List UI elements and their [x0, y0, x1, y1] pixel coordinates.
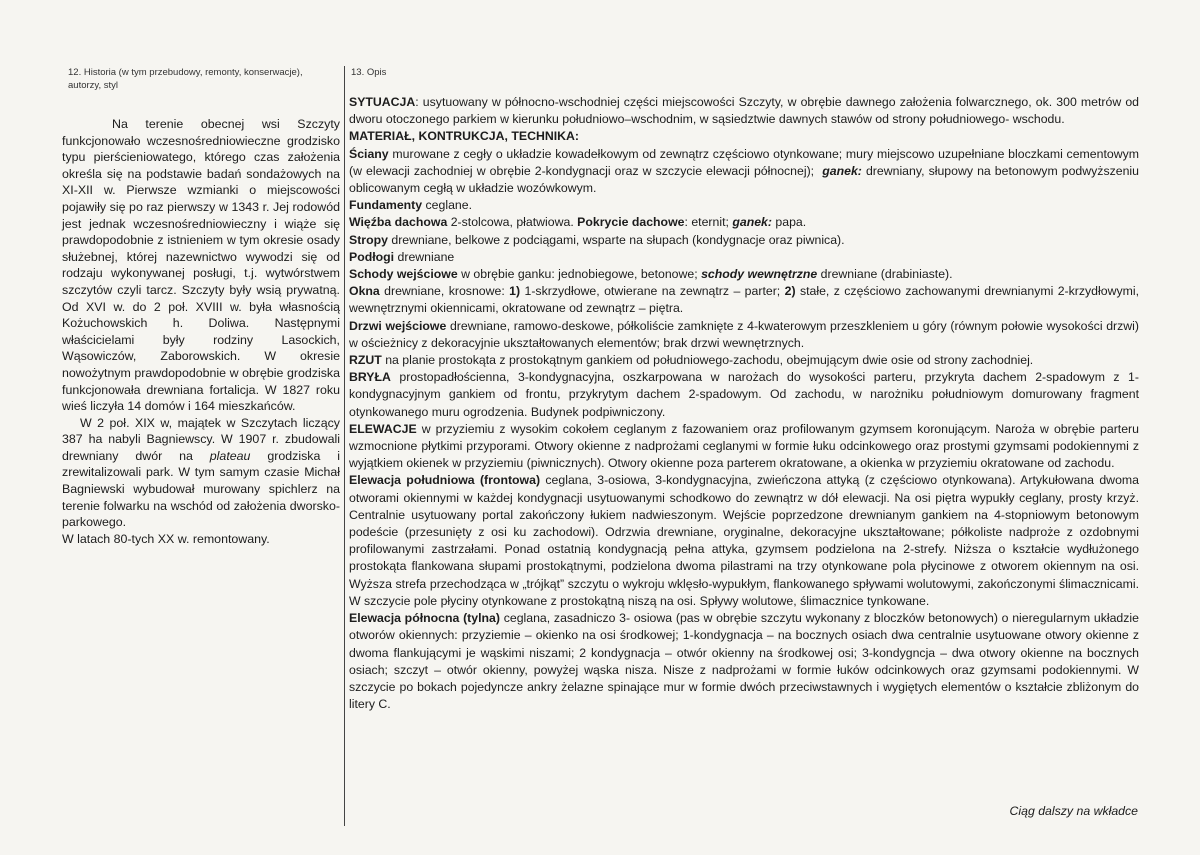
- polnocna-paragraph: [349, 610, 1139, 713]
- sciany-label: Ściany: [349, 146, 389, 161]
- schody-paragraph: [349, 266, 1139, 283]
- okna-number-2: 2): [784, 284, 796, 299]
- sytuacja-paragraph: [349, 94, 1139, 128]
- wiezba-text: 2-stolcowa, płatwiowa.: [447, 215, 574, 230]
- history-p2-italic: plateau: [209, 448, 251, 463]
- pokrycie-label: Pokrycie dachowe: [577, 215, 685, 230]
- sciany-text: murowane z cegły o układzie kowadełkowym od zewnątrz częściowo otynkowane; mury miejscowo uzupełniane bloczkami cementowym (w elewacji zachodniej w obrębie 2-kondygnacji oraz w szczycie elewacji północnej);: [349, 146, 1139, 178]
- schody-wewn-text: drewniane (drabiniaste).: [817, 267, 953, 282]
- bryla-paragraph: [349, 369, 1139, 421]
- elewacje-label: ELEWACJE: [349, 421, 417, 436]
- history-header: 12. Historia (w tym przebudowy, remonty, konserwacje), autorzy, styl: [68, 67, 303, 91]
- rzut-label: RZUT: [349, 353, 382, 368]
- bryla-label: BRYŁA: [349, 370, 391, 385]
- drzwi-text: drewniane, ramowo-deskowe, półkoliście zamknięte z 4-kwaterowym przeszkleniem u góry (równym połowie wysokości drzwi) w ościeżnicy z dekoracyjnie ukształtowanych elementów; brak drzwi wewnętrznych.: [349, 318, 1139, 350]
- okna-text-2: 1-skrzydłowe, otwierane na zewnątrz – parter;: [520, 284, 781, 299]
- history-p2-start: W 2 poł. XIX w, majątek w Szczytach liczący 387 ha nabyli Bagniewscy. W 1907 r. zbudowali drewniany dwór na: [62, 415, 340, 463]
- fundamenty-paragraph: [349, 197, 1139, 214]
- polnocna-text: ceglana, zasadniczo 3- osiowa (pas w obrębie szczytu wykonany z bloczków betonowych) o nieregularnym układzie otworów okiennych: przyziemie – okienko na osi środkowej; 1-kondygnacja – na bocznych osiach dwa centralnie usytuowane otwory okienne z dwoma flankującymi je wąskimi niszami; 2 kondygnacja – otwór okienny na środkowej osi; 3-kondygncja – dwa otwory okienne na bocznych osiach; szczyt – otwór okienny, powyżej wąska nisza. Nisze z nadprożami w formie łuków odcinkowych oraz gzymsami podokiennymi. W szczycie po bokach pojedyncze ankry żelazne spinające mur w formie dwóch przeciwstawnych i wygiętych elementów o kształcie zbliżonym do litery C.: [349, 611, 1139, 712]
- schody-label: Schody wejściowe: [349, 267, 458, 282]
- fundamenty-label: Fundamenty: [349, 198, 423, 213]
- continuation-note: Ciąg dalszy na wkładce: [1009, 804, 1138, 818]
- history-text: [62, 116, 340, 547]
- elewacje-paragraph: [349, 421, 1139, 473]
- sciany-ganek-label: ganek:: [822, 163, 862, 178]
- history-p2-end: grodziska i zrewitalizowali park. W tym samym czasie Michał Bagniewski wybudował murowany spichlerz na terenie folwarku na wschód od założenia dworsko- parkowego.: [62, 448, 340, 530]
- okna-label: Okna: [349, 284, 380, 299]
- podlogi-text: drewniane: [394, 249, 455, 264]
- rzut-paragraph: [349, 352, 1139, 369]
- rzut-text: na planie prostokąta z prostokątnym gankiem od południowego-zachodu, obejmującym dwie osie od strony zachodniej.: [381, 353, 1034, 368]
- description-column: [345, 66, 1145, 826]
- polnocna-label: Elewacja północna (tylna): [349, 611, 500, 626]
- poludniowa-text: ceglana, 3-osiowa, 3-kondygnacyjna, zwieńczona attyką (z częściowo otynkowana). Artykułowana dwoma otworami okiennymi w każdej kondygnacji usytuowanymi schodkowo do zewnątrz w dół elewacji. Na osi piętra wypukły ceglany, prosty krzyż. Centralnie usytuowany portal zakończony łukiem nadwieszonym. Wejście poprzedzone drewnianym gankiem na 4-stopniowym betonowym podeście (przesunięty z osi ku zachodowi). Odrzwia drewniane, oryginalne, dekoracyjne ukształtowane; półkoliste nadproże z ozdobnymi profilowanymi zastrzałami. Ponad ostatnią kondygnacją pełna attyka, gzymsem podzielona na 2-strefy. Niższa o kształcie wydłużonego prostokąta flankowana słupami prostokątnymi, podzielona dwoma pilastrami na trzy otynkowane pola płycinowe z otworem okiennym na osi. Wyższa strefa przechodząca w „trójkąt” szczytu o wykroju wklęsło-wypukłym, flankowanego spływami wolutowymi, zakończonymi ślimacznicami. W szczycie pole płyciny otynkowane z prostokątną niszą na osi. Spływy wolutowe, ślimacznice tynkowane.: [349, 473, 1139, 608]
- podlogi-paragraph: [349, 249, 1139, 266]
- sciany-paragraph: [349, 146, 1139, 198]
- podlogi-label: Podłogi: [349, 249, 395, 264]
- fundamenty-text: ceglane.: [422, 198, 473, 213]
- stropy-text: drewniane, belkowe z podciągami, wsparte na słupach (kondygnacje oraz piwnica).: [387, 232, 845, 247]
- sytuacja-text: : usytuowany w północno-wschodniej części miejscowości Szczyty, w obrębie dawnego założenia folwarcznego, ok. 300 metrów od dworu otoczonego parkiem w kierunku południowo–wschodnim, w sąsiedztwie dawnych stawów od strony południowego- wschodu.: [349, 95, 1139, 127]
- okna-text-3: stałe, z częściowo zachowanymi drewnianymi 2-krzydłowymi, wewnętrznymi okiennicami, okratowane od zewnątrz – piętra.: [349, 284, 1140, 316]
- elewacje-text: w przyziemiu z wysokim cokołem ceglanym z fazowaniem oraz profilowanym gzymsem koronującym. Naroża w obrębie parteru wzmocnione płytkimi przyporami. Otwory okienne z nadprożami ceglanymi w formie łuku odcinkowego oraz prostymi gzymsami podokiennymi z wyjątkiem okienek w przyziemiu (piwnicznych). Otwory okienne poza parterem okratowane, a okienka w przyziemiu okratowane od zachodu.: [349, 421, 1139, 471]
- schody-wewn-label: schody wewnętrzne: [701, 267, 818, 282]
- pokrycie-ganek-label: ganek:: [732, 215, 772, 230]
- history-paragraph-1: Na terenie obecnej wsi Szczyty funkcjonowało wczesnośredniowieczne grodzisko typu pierścieniowatego, którego czas założenia określa się na podstawie badań sondażowych na XI-XII w. Pierwsze wzmianki o miejscowości pojawiły się po raz pierwszy w 1343 r. Jej rodowód jest jednak wczesnośredniowieczny i wiąże się prawdopodobnie z istnieniem w tym okresie osady służebnej, której nazewnictwo wywodzi się od rodzaju wykonywanej posługi, t.j. wytwórstwem szczytów czyli tarcz. Szczyty były wsią prywatną. Od XVI w. do 2 poł. XVIII w. była własnością Kożuchowskich h. Doliwa. Następnymi właścicielami były rodziny Lasockich, Wąsowiczów, Zaborowskich. W okresie nowożytnym prawdopodobnie w obrębie grodziska funkcjonowała drewniana fortalicja. W 1827 roku wieś liczyła 14 domów i 164 mieszkańców.: [62, 117, 340, 414]
- sytuacja-label: SYTUACJA: [349, 95, 416, 109]
- drzwi-paragraph: [349, 318, 1139, 352]
- okna-text-1: drewniane, krosnowe:: [379, 284, 505, 299]
- stropy-label: Stropy: [349, 232, 388, 247]
- history-paragraph-3: W latach 80-tych XX w. remontowany.: [62, 531, 270, 546]
- okna-number-1: 1): [509, 284, 521, 299]
- description-header: 13. Opis: [351, 67, 387, 78]
- okna-paragraph: [349, 283, 1139, 317]
- description-text: [349, 94, 1139, 713]
- history-paragraph-2: [62, 415, 340, 531]
- schody-text: w obrębie ganku: jednobiegowe, betonowe;: [457, 267, 698, 282]
- pokrycie-text: : eternit;: [684, 215, 729, 230]
- material-heading: MATERIAŁ, KONTRUKCJA, TECHNIKA:: [349, 129, 579, 144]
- poludniowa-paragraph: [349, 472, 1139, 610]
- wiezba-label: Więźba dachowa: [349, 215, 448, 230]
- history-column: [62, 66, 345, 826]
- bryla-text: prostopadłościenna, 3-kondygnacyjna, oszkarpowana w narożach do wysokości parteru, przykryta dachem 2-spadowym z 1-kondygnacyjnym gankiem od frontu, przykrytym dachem 2-spadowym. Od zachodu, w narożniku południowym domurowany fragment otynkowanego muru ogrodzenia. Budynek podpiwniczony.: [349, 370, 1139, 419]
- wiezba-paragraph: [349, 214, 1139, 231]
- pokrycie-ganek-text: papa.: [771, 215, 807, 230]
- sciany-ganek-text: drewniany, słupowy na betonowym podwyższeniu oblicowanym cegłą w układzie wozówkowym.: [349, 163, 1139, 196]
- stropy-paragraph: [349, 232, 1139, 249]
- poludniowa-label: Elewacja południowa (frontowa): [349, 473, 541, 488]
- drzwi-label: Drzwi wejściowe: [349, 318, 447, 333]
